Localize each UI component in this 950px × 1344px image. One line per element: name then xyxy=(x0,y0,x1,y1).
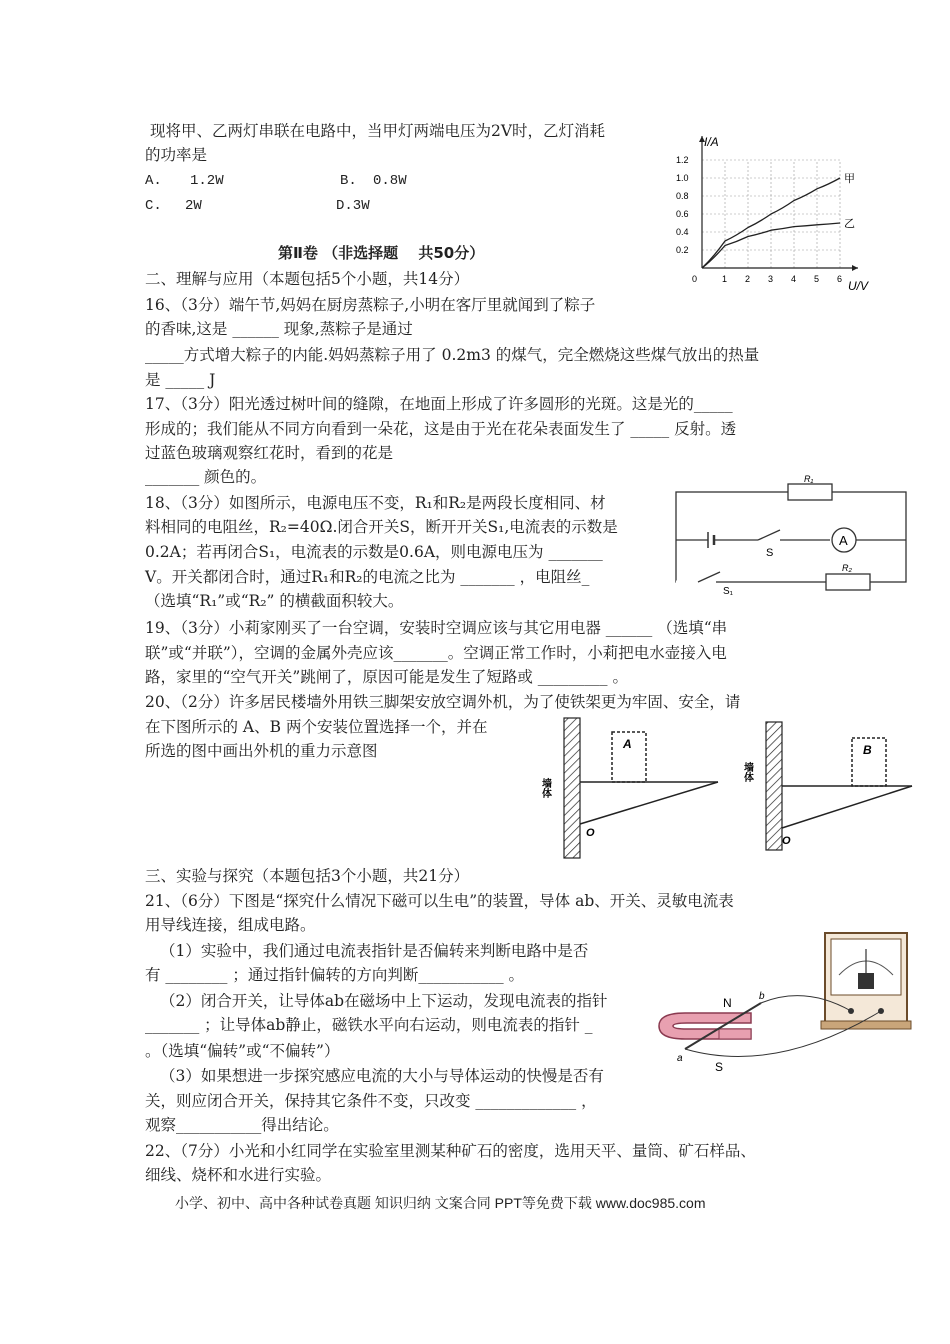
x-tick-label: 1 xyxy=(722,274,728,284)
x-axis-arrow xyxy=(852,265,858,271)
q21-p3-line3: 观察___________得出结论。 xyxy=(145,1116,339,1134)
r1-label: R₁ xyxy=(804,474,814,484)
q18-line4: V。开关都闭合时，通过R₁和R₂的电流之比为 _______ ，电阻丝_ xyxy=(145,568,590,586)
switch-s-label: S xyxy=(766,547,774,559)
position-a-label: A xyxy=(623,737,632,751)
induction-apparatus xyxy=(655,925,915,1075)
circuit-frame xyxy=(676,492,906,582)
galvanometer-icon xyxy=(821,933,911,1029)
section2-title: 第Ⅱ卷 （非选择题 共50分） xyxy=(278,244,485,262)
ammeter-label: A xyxy=(839,533,848,548)
q16-line4: 是 _____ J xyxy=(145,371,216,389)
x-tick-label: 4 xyxy=(791,274,797,284)
bracket-b-brace xyxy=(782,786,912,828)
q21-p3-line2: 关，则应闭合开关，保持其它条件不变，只改变 _____________ ， xyxy=(145,1092,597,1110)
q20-line1: 20、（2分）许多居民楼墙外用铁三脚架安放空调外机，为了使铁架更为牢固、安全，请 xyxy=(145,693,741,711)
series-label: 乙 xyxy=(844,218,855,230)
q15-option-a: 1.2W xyxy=(190,173,224,189)
q20-line3: 所选的图中画出外机的重力示意图 xyxy=(145,742,378,760)
y-tick-label: 0.4 xyxy=(676,227,689,237)
pivot-b-label: O xyxy=(782,835,791,847)
section2-heading: 二、理解与应用（本题包括5个小题，共14分） xyxy=(145,270,470,288)
q22-line2: 细线、烧杯和水进行实验。 xyxy=(145,1166,332,1184)
q16-line3: _____方式增大粽子的内能.妈妈蒸粽子用了 0.2m3 的煤气，完全燃烧这些煤气放出的热量 xyxy=(145,346,760,364)
q15-option-a-letter: A. xyxy=(145,173,162,189)
y-tick-label: 0.6 xyxy=(676,209,689,219)
q21-p3-line1: （3）如果想进一步探究感应电流的大小与导体运动的快慢是否有 xyxy=(160,1067,604,1085)
q15-line2: 的功率是 xyxy=(145,146,208,164)
section3-heading: 三、实验与探究（本题包括3个小题，共21分） xyxy=(145,867,470,885)
q19-line1: 19、（3分）小莉家刚买了一台空调，安装时空调应该与其它用电器 ______ （选填“串 xyxy=(145,619,728,637)
q15-option-c: 2W xyxy=(185,198,202,214)
y-tick-label: 1.2 xyxy=(676,155,689,165)
y-axis-label: I/A xyxy=(704,135,719,149)
x-tick-label: 0 xyxy=(692,274,698,284)
figure-a xyxy=(540,718,718,858)
q17-line4: _______ 颜色的。 xyxy=(145,468,267,486)
x-tick-label: 6 xyxy=(837,274,843,284)
q15-option-c-letter: C. xyxy=(145,198,162,214)
q17-line2: 形成的；我们能从不同方向看到一朵花，这是由于光在花朵表面发生了 _____ 反射。透 xyxy=(145,420,737,438)
q18-line5: （选填“R₁”或“R₂” 的横截面积较大。 xyxy=(145,592,404,610)
switch-s1-label: S₁ xyxy=(723,586,734,597)
wall-a-label: 墙体 xyxy=(540,778,551,798)
south-pole-label: S xyxy=(715,1060,724,1074)
pivot-a-label: O xyxy=(586,827,595,839)
q15-option-b-letter: B. xyxy=(340,173,357,189)
q21-p1-line1: （1）实验中，我们通过电流表指针是否偏转来判断电路中是否 xyxy=(160,942,589,960)
q20-line2: 在下图所示的 A、B 两个安装位置选择一个，并在 xyxy=(145,718,488,736)
wall-b-label: 墙体 xyxy=(741,762,753,782)
end-a-label: a xyxy=(677,1053,683,1064)
q17-line1: 17、（3分）阳光透过树叶间的缝隙，在地面上形成了许多圆形的光斑。这是光的_____ xyxy=(145,395,733,413)
q18-line2: 料相同的电阻丝，R₂=40Ω.闭合开关S，断开开关S₁,电流表的示数是 xyxy=(145,518,618,536)
q18-line1: 18、（3分）如图所示，电源电压不变，R₁和R₂是两段长度相同、材 xyxy=(145,494,606,512)
circuit-diagram xyxy=(668,470,913,600)
q21-p2-line3: 。（选填“偏转”或“不偏转”） xyxy=(145,1042,340,1060)
chart-axes xyxy=(676,136,858,284)
wall-bracket-figures xyxy=(540,712,920,860)
q16-line1: 16、（3分）端午节,妈妈在厨房蒸粽子,小明在客厅里就闻到了粽子 xyxy=(145,296,596,314)
series-line-yi xyxy=(702,223,840,268)
north-pole-label: N xyxy=(723,996,732,1010)
q21-line1: 21、（6分）下图是“探究什么情况下磁可以生电”的装置，导体 ab、开关、灵敏电流表 xyxy=(145,892,734,910)
q15-option-b: 0.8W xyxy=(373,173,407,189)
q17-line3: 过蓝色玻璃观察红花时，看到的花是 xyxy=(145,444,394,462)
figure-b xyxy=(742,722,913,850)
bracket-a-brace xyxy=(580,782,718,824)
y-tick-label: 0.2 xyxy=(676,245,689,255)
x-tick-label: 5 xyxy=(814,274,820,284)
q21-p2-line2: _______ ；让导体ab静止，磁铁水平向右运动，则电流表的指针 _ xyxy=(145,1016,593,1034)
resistor-r2 xyxy=(826,574,870,590)
x-tick-label: 2 xyxy=(745,274,751,284)
wall-b xyxy=(766,722,782,850)
iu-chart xyxy=(672,128,882,293)
r2-label: R₂ xyxy=(842,563,852,573)
q18-line3: 0.2A；若再闭合S₁，电流表的示数是0.6A，则电源电压为 _______ xyxy=(145,543,603,561)
y-tick-label: 0.8 xyxy=(676,191,689,201)
q15-option-d: D.3W xyxy=(336,198,370,214)
q19-line3: 路，家里的“空气开关”跳闸了，原因可能是发生了短路或 _________ 。 xyxy=(145,668,628,686)
switch-s-blade xyxy=(758,530,780,540)
footer-text: 小学、初中、高中各种试卷真题 知识归纳 文案合同 PPT等免费下载 www.doc985.com xyxy=(175,1195,706,1211)
position-b-label: B xyxy=(863,743,872,757)
q22-line1: 22、（7分）小光和小红同学在实验室里测某种矿石的密度，选用天平、量筒、矿石样品、 xyxy=(145,1142,756,1160)
end-b-label: b xyxy=(759,991,765,1002)
q21-p1-line2: 有 ________ ；通过指针偏转的方向判断___________ 。 xyxy=(145,966,525,984)
q15-line1: 现将甲、乙两灯串联在电路中，当甲灯两端电压为2V时，乙灯消耗 xyxy=(150,122,606,140)
q16-line2: 的香味,这是 ______ 现象,蒸粽子是通过 xyxy=(145,320,413,338)
series-label: 甲 xyxy=(844,173,855,185)
q21-line2: 用导线连接，组成电路。 xyxy=(145,916,316,934)
resistor-r1 xyxy=(788,484,832,500)
x-axis-label: U/V xyxy=(848,279,869,293)
x-tick-label: 3 xyxy=(768,274,774,284)
wall-a xyxy=(564,718,580,858)
y-tick-label: 1.0 xyxy=(676,173,689,183)
q19-line2: 联”或“并联”），空调的金属外壳应该_______。空调正常工作时，小莉把电水壶接入电 xyxy=(145,644,727,662)
q21-p2-line1: （2）闭合开关，让导体ab在磁场中上下运动，发现电流表的指针 xyxy=(160,992,608,1010)
